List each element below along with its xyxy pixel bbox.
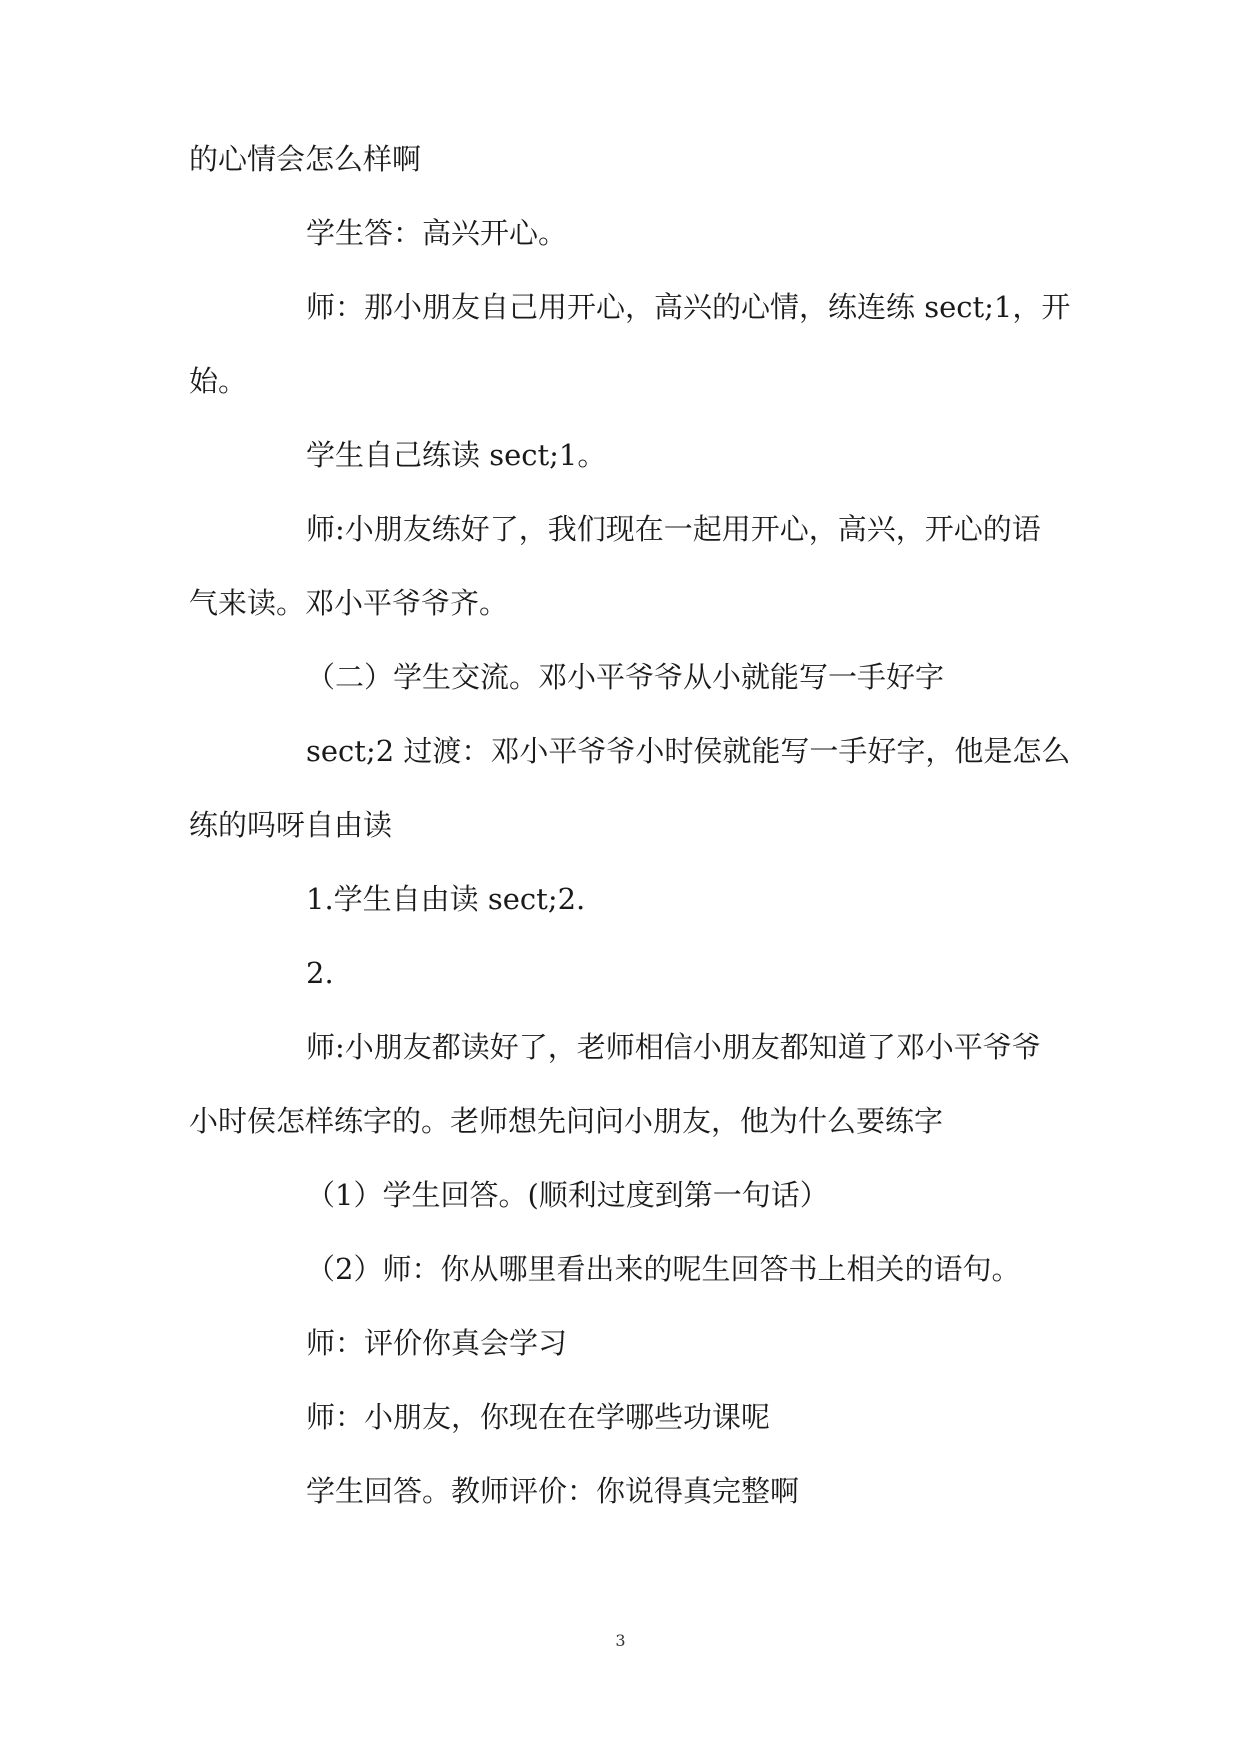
- document-body: [189, 139, 1071, 1545]
- paragraph-line: 始。: [189, 364, 248, 398]
- paragraph-line: （二）学生交流。邓小平爷爷从小就能写一手好字: [306, 660, 945, 694]
- paragraph-line: 学生回答。教师评价：你说得真完整啊: [306, 1474, 800, 1508]
- paragraph-line: 师：那小朋友自己用开心，高兴的心情，练连练 sect;1，开: [306, 290, 1071, 324]
- paragraph-line: 师：小朋友，你现在在学哪些功课呢: [306, 1400, 771, 1434]
- paragraph-line: 2.: [306, 956, 334, 990]
- paragraph-line: 师:小朋友练好了，我们现在一起用开心，高兴，开心的语: [306, 512, 1041, 546]
- paragraph-line: 1.学生自由读 sect;2.: [306, 882, 586, 916]
- paragraph-line: 师：评价你真会学习: [306, 1326, 568, 1360]
- paragraph-line: 练的吗呀自由读: [189, 808, 393, 842]
- paragraph-line: 学生答：高兴开心。: [306, 216, 568, 250]
- paragraph-line: （1）学生回答。(顺利过度到第一句话）: [306, 1178, 829, 1212]
- paragraph-line: 的心情会怎么样啊: [189, 142, 422, 176]
- paragraph-line: 小时侯怎样练字的。老师想先问问小朋友，他为什么要练字: [189, 1104, 944, 1138]
- paragraph-line: 学生自己练读 sect;1。: [306, 438, 607, 472]
- paragraph-line: 气来读。邓小平爷爷齐。: [189, 586, 509, 620]
- paragraph-line: （2）师：你从哪里看出来的呢生回答书上相关的语句。: [306, 1252, 1021, 1286]
- page-number: 3: [615, 1631, 626, 1650]
- paragraph-line: sect;2 过渡：邓小平爷爷小时侯就能写一手好字，他是怎么: [306, 734, 1071, 768]
- paragraph-line: 师:小朋友都读好了，老师相信小朋友都知道了邓小平爷爷: [306, 1030, 1041, 1064]
